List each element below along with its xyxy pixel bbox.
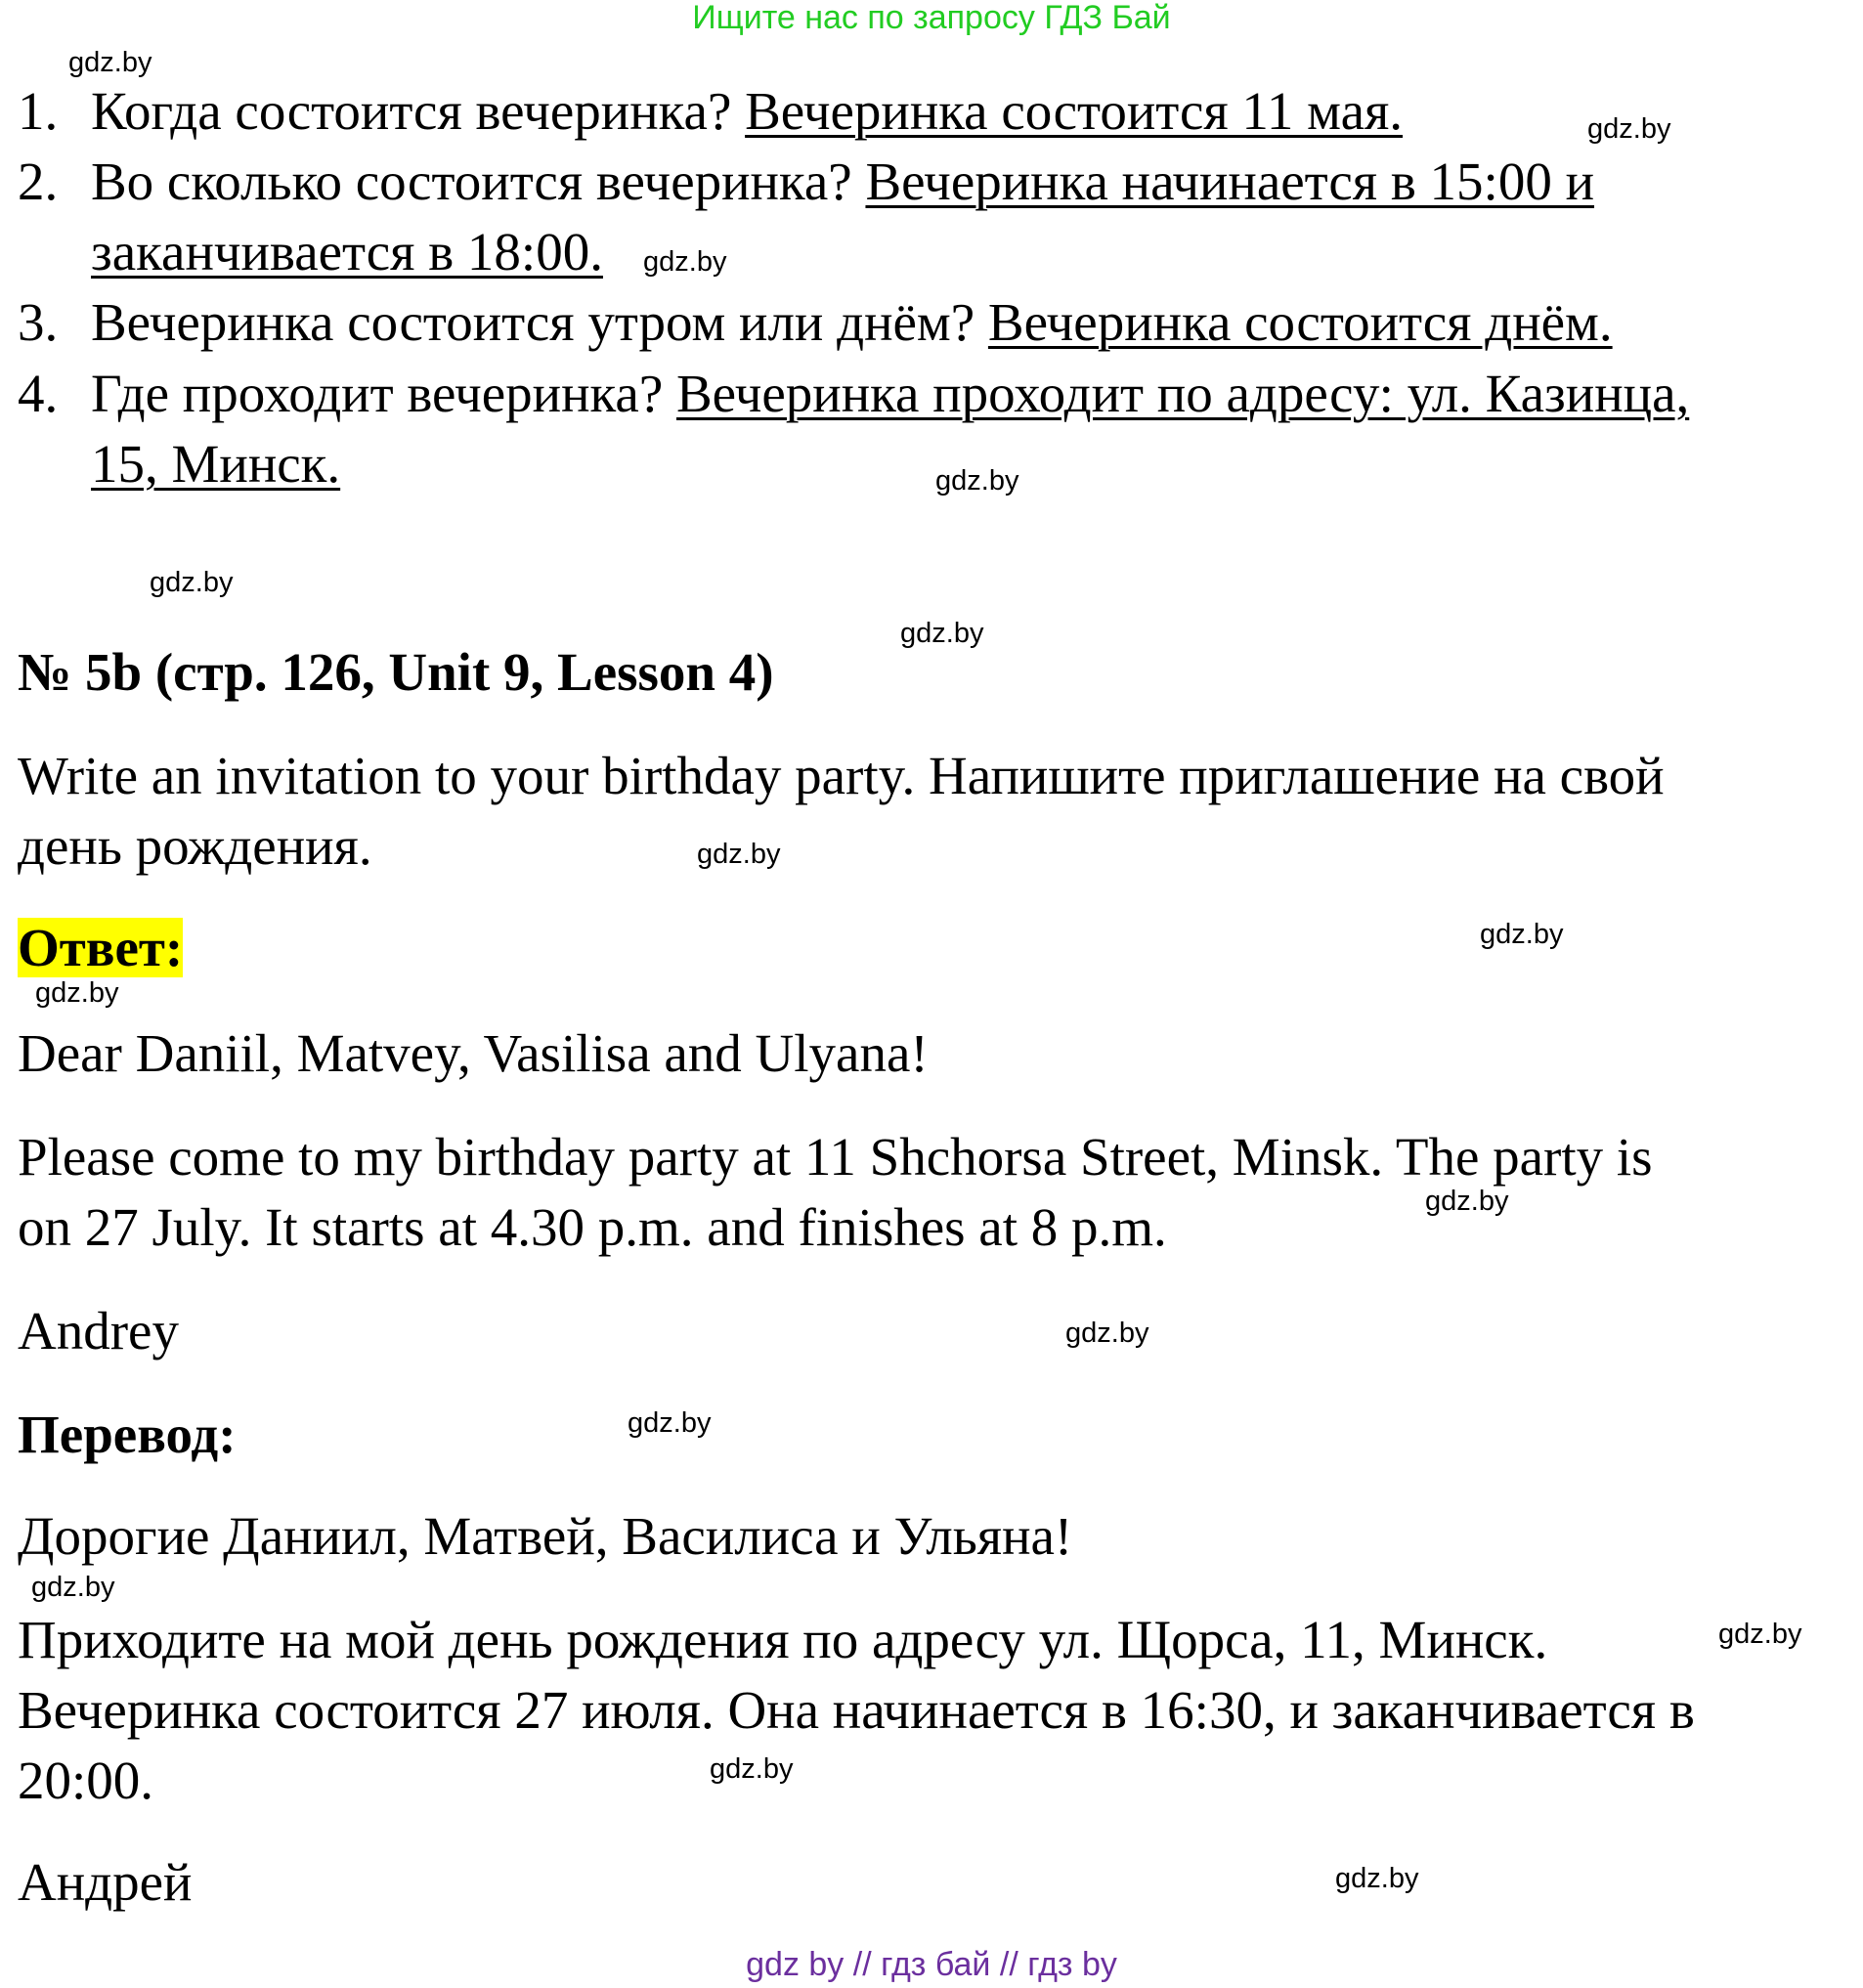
question-text: Где проходит вечеринка?: [91, 364, 676, 423]
watermark: gdz.by: [68, 47, 152, 78]
answer-text: 15, Минск.: [91, 434, 341, 494]
task-text: день рождения.: [18, 816, 372, 876]
watermark: gdz.by: [643, 246, 727, 278]
task-text: Write an invitation to your birthday party. Напишите приглашение на свой: [18, 746, 1665, 805]
watermark: gdz.by: [628, 1407, 712, 1439]
translation-label: Перевод:: [18, 1405, 237, 1464]
answer-label: [18, 919, 183, 977]
question-text: Во сколько состоится вечеринка?: [91, 151, 866, 211]
task-heading: № 5b (стр. 126, Unit 9, Lesson 4): [18, 642, 774, 702]
question-text: Когда состоится вечеринка?: [91, 81, 746, 141]
watermark: gdz.by: [697, 839, 781, 870]
watermark: gdz.by: [935, 465, 1019, 497]
answer-body: on 27 July. It starts at 4.30 p.m. and finishes at 8 p.m.: [18, 1197, 1167, 1257]
list-item-continuation: [91, 435, 340, 494]
watermark: gdz.by: [150, 567, 234, 598]
answer-label-text: Ответ:: [18, 918, 184, 977]
watermark: gdz.by: [1480, 919, 1564, 950]
watermark: gdz.by: [1587, 113, 1671, 145]
translation-greeting: Дорогие Даниил, Матвей, Василиса и Ульяна!: [18, 1506, 1073, 1566]
list-number: 3.: [18, 292, 59, 352]
answer-text: заканчивается в 18:00.: [91, 222, 603, 281]
watermark: gdz.by: [35, 977, 119, 1009]
list-number: 4.: [18, 364, 59, 423]
answer-greeting: Dear Daniil, Matvey, Vasilisa and Ulyana!: [18, 1023, 929, 1083]
top-banner: Ищите нас по запросу ГДЗ Бай: [692, 0, 1171, 36]
answer-body: Please come to my birthday party at 11 Shchorsa Street, Minsk. The party is: [18, 1127, 1653, 1187]
watermark: gdz.by: [1718, 1619, 1802, 1650]
answer-text: Вечеринка начинается в 15:00 и: [865, 151, 1595, 211]
translation-body: Вечеринка состоится 27 июля. Она начинается в 16:30, и заканчивается в: [18, 1680, 1695, 1740]
translation-signature: Андрей: [18, 1852, 193, 1912]
question-text: Вечеринка состоится утром или днём?: [91, 292, 988, 352]
answer-text: Вечеринка состоится днём.: [987, 292, 1613, 352]
list-item-continuation: [91, 223, 603, 281]
list-number: 2.: [18, 151, 59, 211]
watermark: gdz.by: [710, 1753, 794, 1785]
answer-text: Вечеринка состоится 11 мая.: [745, 81, 1404, 141]
watermark: gdz.by: [1425, 1186, 1509, 1217]
watermark: gdz.by: [1335, 1863, 1419, 1894]
answer-text: Вечеринка проходит по адресу: ул. Казинца,: [675, 364, 1690, 423]
watermark: gdz.by: [1065, 1318, 1149, 1349]
answer-signature: Andrey: [18, 1301, 179, 1361]
watermark: gdz.by: [31, 1572, 115, 1603]
watermark: gdz.by: [900, 618, 984, 649]
footer-watermark: gdz by // гдз бай // гдз by: [746, 1946, 1117, 1983]
translation-body: Приходите на мой день рождения по адресу ул. Щорса, 11, Минск.: [18, 1610, 1548, 1669]
translation-body: 20:00.: [18, 1750, 154, 1810]
list-number: 1.: [18, 81, 59, 141]
